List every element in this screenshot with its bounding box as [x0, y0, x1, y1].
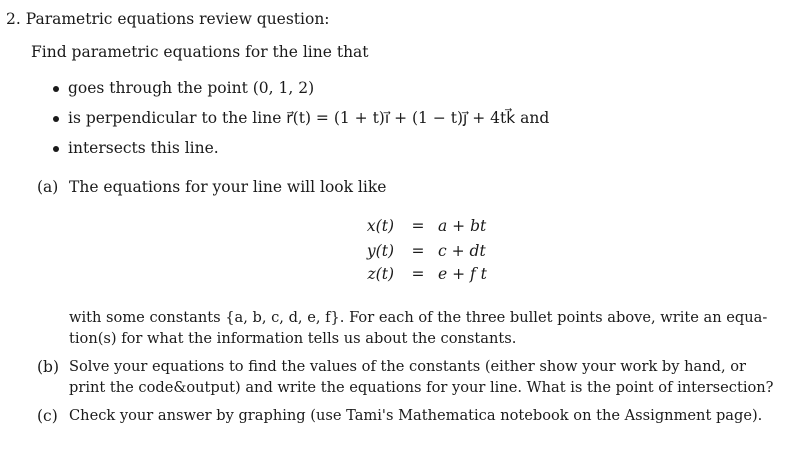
equation-equals: = — [411, 242, 425, 260]
part-b-label: (b) — [37, 358, 60, 376]
equation-rhs: e + f t — [438, 265, 487, 283]
equation-rhs: c + dt — [438, 242, 486, 260]
part-b-line1: Solve your equations to find the values of the constants (either show your work by hand, or — [69, 358, 747, 375]
question-title: 2. Parametric equations review question: — [6, 10, 330, 28]
equation-lhs: y(t) — [366, 242, 394, 260]
part-a-followup-line2: tion(s) for what the information tells us about the constants. — [69, 330, 517, 347]
part-a-text: The equations for your line will look like — [69, 178, 387, 196]
equation-equals: = — [411, 217, 425, 235]
bullet-item-1: goes through the point (0, 1, 2) — [68, 79, 315, 97]
part-a-followup-line1: with some constants {a, b, c, d, e, f}. For each of the three bullet points above, write an equa- — [69, 309, 768, 326]
equation-rhs: a + bt — [438, 217, 487, 235]
part-b-line2: print the code&output) and write the equations for your line. What is the point of intersection? — [69, 379, 774, 396]
part-c-line1: Check your answer by graphing (use Tami's Mathematica notebook on the Assignment page). — [69, 407, 763, 424]
bullet-item-3: intersects this line. — [68, 139, 219, 157]
question-intro: Find parametric equations for the line that — [31, 43, 369, 61]
part-c-label: (c) — [37, 407, 58, 425]
equation-lhs: z(t) — [367, 265, 394, 283]
bullet-item-2: is perpendicular to the line r⃗(t) = (1 + t)i⃗ + (1 − t)j⃗ + 4tk⃗ and — [68, 109, 550, 127]
bullet-marker — [53, 146, 59, 152]
part-a-label: (a) — [37, 178, 59, 196]
equation-lhs: x(t) — [366, 217, 394, 235]
equation-equals: = — [411, 265, 425, 283]
bullet-marker — [53, 116, 59, 122]
bullet-marker — [53, 86, 59, 92]
